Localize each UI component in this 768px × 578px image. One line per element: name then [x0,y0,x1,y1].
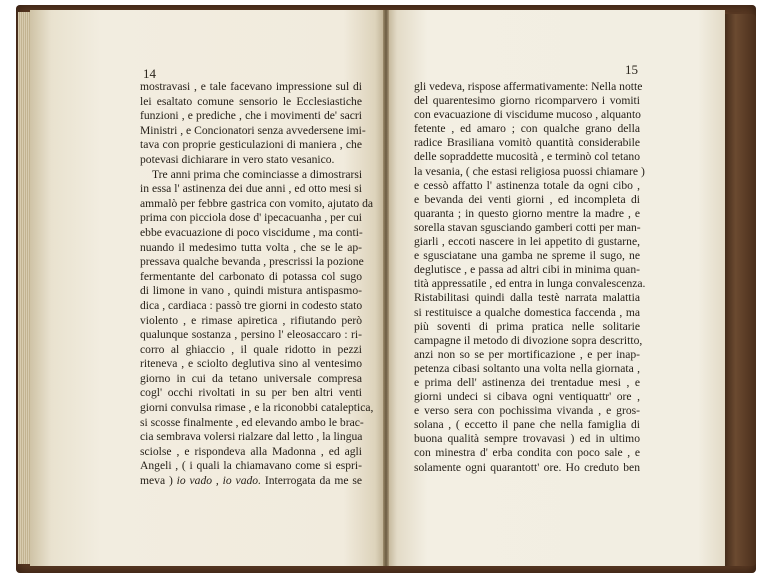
text-line: e prima dell' astinenza dei trentadue mesi , e [414,375,640,389]
text-line: e cessò affatto l' astinenza totale da ogni cibo , [414,178,640,192]
text-line: Ministri , e Concionatori senza avvedersene imi- [140,123,366,137]
text-line: lei esaltato comune sensorio le Ecclesiastiche [140,94,362,108]
text-line: ebbe evacuazione di poco viscidume , ma conti- [140,225,363,239]
text-line: cia sembrava volersi rialzare dal letto , la lingua [140,430,363,444]
text-line: violento , e rimase apiretica , rifiutando però [140,313,362,327]
right-page-number: 15 [625,62,638,77]
text-line: più soventi di prima pratica nelle solitarie [414,319,640,333]
text-line: giorni convulsa rimase , e la riconobbi cataleptica, [140,401,374,415]
text-line: Ristabilitasi quindi dalla testè narrata malattia [414,291,640,305]
text-line: fetente , ed amaro ; con qualche grano della [414,122,640,136]
right-page-text [414,80,646,475]
text-line [140,474,362,489]
text-line: giarli , eccoti nascere in lei appetito di gustarne, [414,235,640,249]
left-page-number: 14 [143,66,156,81]
text-line: mostravasi , e tale facevano impressione sul di [140,80,362,93]
text-line: e verso sera con pochissima vivanda , e gros- [414,404,640,418]
text-line: con evacuazione di viscidume mucoso , alquanto [414,108,641,122]
text-line: delle sopraddette mucosità , e terminò col tetano [414,150,640,164]
text-line: Angeli , ( i quali la chiamavano come si espri- [140,459,362,473]
text-line: quaranta ; in questo giorno mentre la madre , e [414,206,640,220]
text-line: prima con picciola dose d' ipecacuanha , per cui [140,211,362,225]
text-line: Tre anni prima che cominciasse a dimostrarsi [152,167,363,181]
text-line: nuando il medesimo tutta volta , che se le ap- [140,240,362,254]
book-gutter [383,10,389,566]
text-line: tità appressatile , ed entra in lunga convalescenza. [414,277,646,291]
text-line: fermentante del carbonato di potassa col sugo [140,269,362,283]
text-line: giorno in cui da tetano universale compresa [140,371,362,385]
text-line: del quarentesimo giorno ricomparvero i vomiti [414,94,640,108]
book-cover-edge [722,14,756,566]
text-line: funzioni , e prediche , che i movimenti de' sacri [140,109,362,123]
text-line: sciolse , e rispondeva alla Madonna , ed agli [140,444,362,458]
text-line: campagne il metodo di divozione sopra descritto, [414,333,643,347]
text-line: solana , ( eccetto il pane che nella famiglia di [414,418,640,432]
italic-quote: io vado , io vado. [176,474,261,488]
left-page-text [140,80,374,489]
text-line: con minestra d' erba condita con poco sale , e [414,446,640,460]
text-segment: Interrogata da me se [260,474,363,488]
text-line: buona qualità sempre trovavasi ) ed in ultimo [414,432,640,446]
text-line: si scosse finalmente , ed elevando ambo le brac- [140,415,364,429]
text-line: cogl' occhi rivoltati in su per ben altri venti [140,386,362,400]
text-segment: meva ) [140,474,177,488]
text-line: giorni undeci si cibava ogni ventiquattr' ore , [414,390,640,404]
text-line: corro al ghiaccio , il quale ridotto in pezzi [140,342,362,356]
text-line: si restituisce a qualche domestica faccenda , ma [414,305,640,319]
text-line: pressava qualche bevanda , prescrissi la pozione [140,255,364,269]
text-line: la vesania, ( che estasi religiosa puossi chiamare ) [414,164,645,178]
text-line: e bevanda dei venti giorni , ed incompleta di [414,192,640,206]
text-line: potevasi dichiarare in vero stato vesanico. [140,152,335,166]
text-line: ammalò per febbre gastrica con vomito, ajutato da [140,196,374,210]
text-line: solamente ogni quarantott' ore. Ho creduto ben [414,460,640,474]
text-line: gli vedeva, rispose affermativamente: Nella notte [414,80,643,93]
text-line: dica , cardiaca : passò tre giorni in codesto stato [140,298,363,312]
text-line: petenza cibasi soltanto una volta nella giornata , [414,361,640,375]
text-line: tava con proprie gesticulazioni di maniera , che [140,138,362,152]
text-line: qualunque sostanza , persino l' eleosaccaro : ri- [140,328,362,342]
text-line: sorella stavan sgusciando gamberi cotti per man- [414,220,641,234]
text-line: in essa l' astinenza dei due anni , ed otto mesi si [140,182,362,196]
text-line: anzi non so se per mortificazione , e per inap- [414,347,640,361]
text-line: e sgusciatane una gamba ne spreme il sugo, ne [414,249,640,263]
text-line: di limone in vano , quindi mistura antispasmo- [140,284,362,298]
text-line: radice Brasiliana vomitò quantità considerabile [414,136,640,150]
text-line: deglutisce , e passa ad altri cibi in minima quan- [414,263,640,277]
text-line: riteneva , e sciolto deglutiva sino al ventesimo [140,357,362,371]
